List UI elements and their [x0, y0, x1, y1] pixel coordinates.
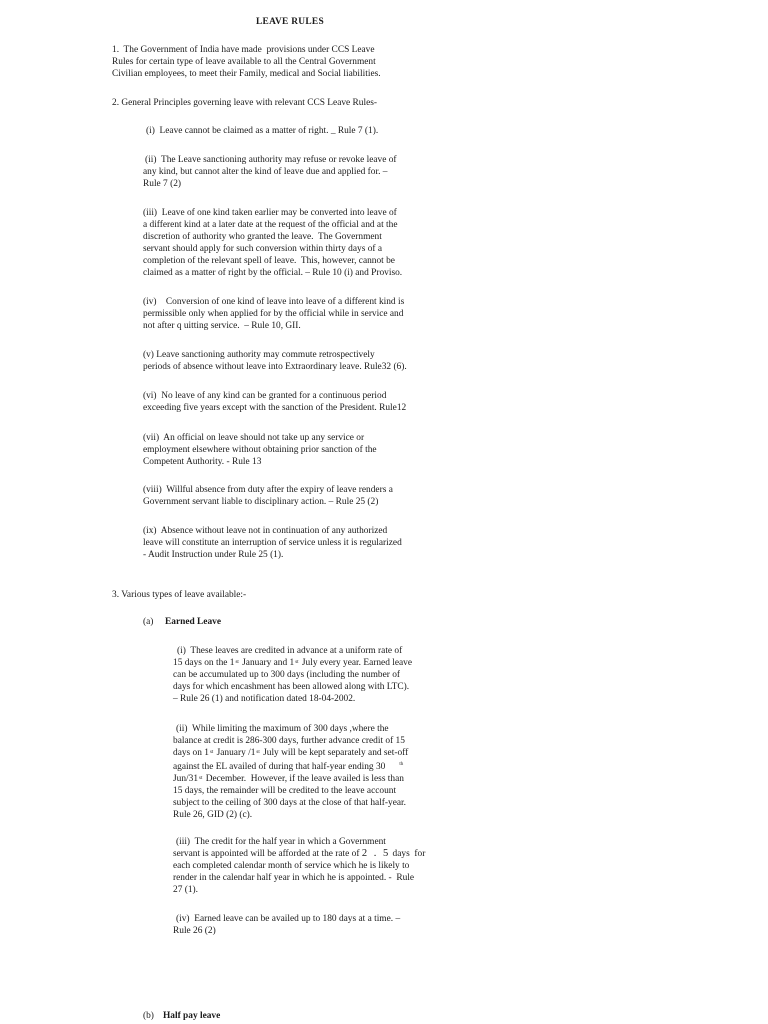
- text-line: (iv) Conversion of one kind of leave into leave of a different kind is: [143, 297, 405, 307]
- text-line: a different kind at a later date at the request of the official and at the: [143, 220, 398, 230]
- subsection-b-title: Half pay leave: [163, 1011, 221, 1021]
- rule-ix: [143, 525, 402, 561]
- subsection-a-title: Earned Leave: [165, 617, 221, 627]
- rule-vii: [143, 432, 377, 468]
- text-line: periods of absence without leave into Extraordinary leave. Rule32 (6).: [143, 362, 407, 372]
- text-line: subject to the ceiling of 300 days at the close of that half-year.: [173, 798, 406, 808]
- text-line: servant is appointed will be afforded at the rate of 2 . 5 days for: [173, 848, 426, 859]
- rule-iii: [143, 207, 402, 279]
- text-line: against the EL availed of during that half-year ending 30 $^{th}$: [173, 762, 404, 772]
- text-line: employment elsewhere without obtaining prior sanction of the: [143, 445, 377, 455]
- rule-viii: [143, 484, 393, 508]
- text-line: any kind, but cannot alter the kind of leave due and applied for. –: [143, 167, 388, 177]
- section-3-heading: 3. Various types of leave available:-: [112, 590, 247, 600]
- text-line: 15 days, the remainder will be credited to the leave account: [173, 786, 397, 796]
- page-title: LEAVE RULES: [256, 17, 324, 27]
- text-line: 15 days on the 1st January and 1st July every year. Earned leave: [173, 658, 413, 668]
- text-line: Rules for certain type of leave available to all the Central Government: [112, 57, 376, 67]
- text-line: Rule 26 (2): [173, 926, 216, 936]
- el-point-ii: [173, 723, 408, 821]
- subsection-a-marker: (a): [143, 617, 154, 627]
- rule-ii: [145, 154, 397, 190]
- text-line: exceeding five years except with the sanction of the President. Rule12: [143, 403, 407, 413]
- text-line: - Audit Instruction under Rule 25 (1).: [143, 550, 284, 560]
- text-line: Civilian employees, to meet their Family, medical and Social liabilities.: [112, 69, 381, 79]
- rule-i: [146, 125, 378, 137]
- text-line: (i) These leaves are credited in advance at a uniform rate of: [177, 646, 403, 656]
- text-line: days on 1st January /1st July will be kept separately and set-off: [173, 748, 409, 758]
- text-line: Jun/31st December. However, if the leave availed is less than: [173, 774, 404, 784]
- text-line: (ii) While limiting the maximum of 300 days ,where the: [176, 724, 389, 734]
- el-point-iv: [173, 913, 400, 937]
- text-line: balance at credit is 286-300 days, further advance credit of 15: [173, 736, 405, 746]
- section-2-heading: 2. General Principles governing leave with relevant CCS Leave Rules-: [112, 98, 378, 108]
- text-line: (viii) Willful absence from duty after the expiry of leave renders a: [143, 485, 393, 495]
- subsection-b-marker: (b): [143, 1011, 154, 1021]
- text-line: servant should apply for such conversion within thirty days of a: [143, 244, 383, 254]
- rule-v: [143, 349, 407, 373]
- text-line: (vi) No leave of any kind can be granted for a continuous period: [143, 391, 387, 401]
- text-line: permissible only when applied for by the official while in service and: [143, 309, 404, 319]
- text-line: leave will constitute an interruption of service unless it is regularized: [143, 538, 402, 548]
- text-line: (iii) Leave of one kind taken earlier may be converted into leave of: [143, 208, 397, 218]
- text-line: (iii) The credit for the half year in which a Government: [176, 837, 386, 847]
- el-point-i: [173, 645, 412, 705]
- text-line: can be accumulated up to 300 days (including the number of: [173, 670, 401, 680]
- text-line: 27 (1).: [173, 885, 198, 895]
- el-point-iii: [173, 836, 425, 896]
- text-line: claimed as a matter of right by the official. – Rule 10 (i) and Proviso.: [143, 268, 403, 278]
- text-line: Rule 7 (2): [143, 179, 182, 189]
- text-line: each completed calendar month of service which he is likely to: [173, 861, 410, 871]
- text-line: days for which encashment has been allowed along with LTC).: [173, 682, 410, 692]
- text-line: (v) Leave sanctioning authority may commute retrospectively: [143, 350, 375, 360]
- text-line: render in the calendar half year in which he is appointed. - Rule: [173, 873, 415, 883]
- text-line: Competent Authority. - Rule 13: [143, 457, 262, 467]
- text-line: – Rule 26 (1) and notification dated 18-04-2002.: [173, 694, 356, 704]
- rule-vi: [143, 390, 406, 414]
- rule-iv: [143, 296, 404, 332]
- text-line: (i) Leave cannot be claimed as a matter of right. _ Rule 7 (1).: [146, 126, 379, 136]
- text-line: (ii) The Leave sanctioning authority may refuse or revoke leave of: [145, 155, 397, 165]
- section-1-paragraph: [112, 44, 381, 80]
- text-line: Government servant liable to disciplinary action. – Rule 25 (2): [143, 497, 379, 507]
- text-line: not after q uitting service. – Rule 10, GII.: [143, 321, 301, 331]
- text-line: (iv) Earned leave can be availed up to 180 days at a time. –: [176, 914, 401, 924]
- text-line: (ix) Absence without leave not in continuation of any authorized: [143, 526, 388, 536]
- text-line: Rule 26, GID (2) (c).: [173, 810, 253, 820]
- text-line: completion of the relevant spell of leave. This, however, cannot be: [143, 256, 395, 266]
- text-line: (vii) An official on leave should not take up any service or: [143, 433, 365, 443]
- text-line: discretion of authority who granted the leave. The Government: [143, 232, 382, 242]
- text-line: 1. The Government of India have made provisions under CCS Leave: [112, 45, 375, 55]
